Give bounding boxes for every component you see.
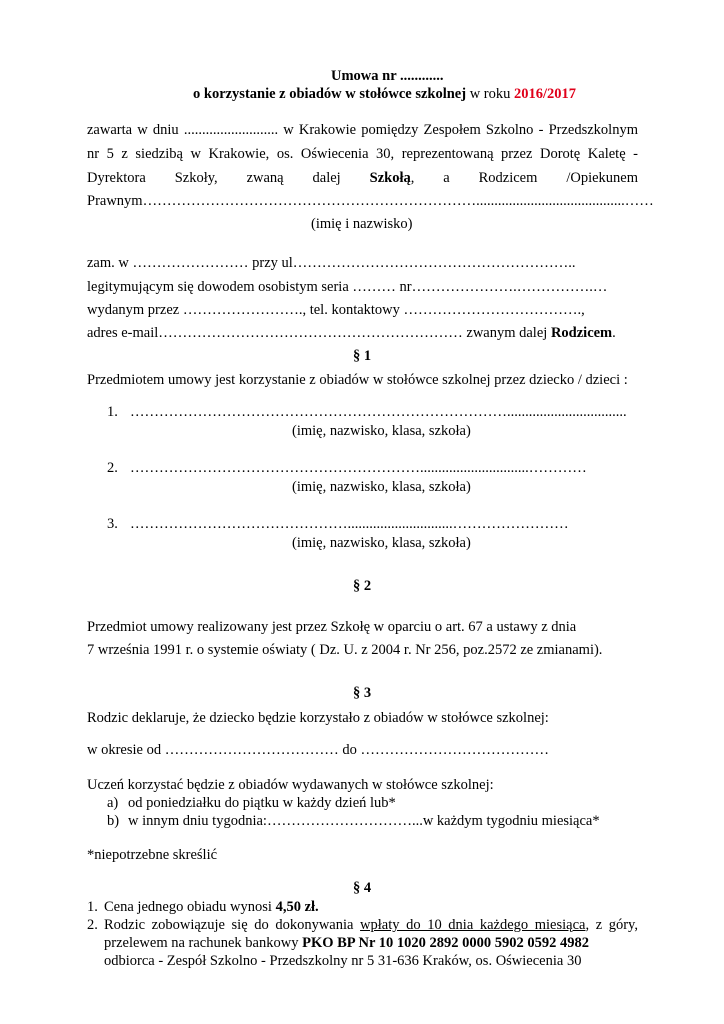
option-a-mark: a) — [107, 795, 119, 811]
child-1-dots: ……………………………………………………………………................................. — [130, 404, 627, 420]
option-a: od poniedziałku do piątku w każdy dzień lub* — [128, 795, 396, 811]
point-1-number: 1. — [87, 899, 98, 915]
intro-line-3a: Dyrektora Szkoły, zwaną dalej — [87, 170, 370, 186]
intro-line-3 — [87, 170, 638, 187]
payment-text-end: , z góry, — [585, 917, 638, 933]
email-line — [87, 325, 616, 342]
strike-note: *niepotrzebne skreślić — [87, 847, 218, 863]
child-1-number: 1. — [107, 404, 118, 420]
intro-line-3c: , a Rodzicem /Opiekunem — [410, 170, 638, 186]
bank-transfer-label: przelewem na rachunek bankowy — [104, 935, 303, 951]
point-2-line-1 — [104, 917, 638, 934]
email-line-c: . — [612, 325, 616, 341]
school-year: 2016/2017 — [514, 86, 577, 102]
section-3-heading: § 3 — [352, 685, 372, 701]
section-3-line-1: Rodzic deklaruje, że dziecko będzie korzystało z obiadów w stołówce szkolnej: — [87, 710, 549, 726]
intro-line-4: Prawnym…………………………………………………………….........................................…… — [87, 193, 654, 209]
child-2-dots: ……………………………………………………..............................………… — [130, 460, 587, 476]
id-line: legitymującym się dowodem osobistym seria ……… nr………………….…………….… — [87, 279, 608, 295]
option-b-mark: b) — [107, 813, 120, 829]
subtitle-mid: w roku — [466, 86, 515, 102]
section-1-heading: § 1 — [352, 348, 372, 364]
name-caption: (imię i nazwisko) — [311, 216, 413, 232]
child-2-number: 2. — [107, 460, 118, 476]
point-2-number: 2. — [87, 917, 98, 933]
section-2-line-2: 7 września 1991 r. o systemie oświaty ( Dz. U. z 2004 r. Nr 256, poz.2572 ze zmianami). — [87, 642, 603, 658]
point-1 — [104, 899, 319, 916]
period-line: w okresie od ……………………………… do ………………………………… — [87, 742, 549, 758]
payment-deadline: wpłaty do 10 dnia każdego miesiąca — [360, 917, 586, 933]
contract-title: Umowa nr ............ — [331, 68, 444, 84]
child-3-number: 3. — [107, 516, 118, 532]
subtitle-bold: o korzystanie z obiadów w stołówce szkolnej — [193, 86, 467, 102]
address-line: zam. w …………………… przy ul………………………………………………….. — [87, 255, 576, 271]
parent-term: Rodzicem — [550, 325, 613, 341]
option-b: w innym dniu tygodnia:…………………………...w każdym tygodniu miesiąca* — [128, 813, 600, 829]
contract-subtitle — [193, 86, 576, 103]
section-3-line-3: Uczeń korzystać będzie z obiadów wydawanych w stołówce szkolnej: — [87, 777, 494, 793]
intro-line-2: nr 5 z siedzibą w Krakowie, os. Oświecenia 30, reprezentowaną przez Dorotę Kaletę - — [87, 146, 638, 162]
email-line-a: adres e-mail……………………………………………………… zwanym dalej — [87, 325, 551, 341]
child-3-caption: (imię, nazwisko, klasa, szkoła) — [292, 535, 471, 551]
meal-price: 4,50 zł. — [275, 899, 319, 915]
section-1-text: Przedmiotem umowy jest korzystanie z obiadów w stołówce szkolnej przez dziecko / dzieci : — [87, 372, 628, 388]
child-3-dots: ……………………………………….............................…………………… — [130, 516, 569, 532]
bank-account: PKO BP Nr 10 1020 2892 0000 5902 0592 4982 — [302, 935, 590, 951]
intro-line-1: zawarta w dniu .......................... w Krakowie pomiędzy Zespołem Szkolno - Przedszkolnym — [87, 122, 638, 138]
payment-text: Rodzic zobowiązuje się do dokonywania — [104, 917, 361, 933]
child-2-caption: (imię, nazwisko, klasa, szkoła) — [292, 479, 471, 495]
school-term: Szkołą — [369, 170, 411, 186]
child-1-caption: (imię, nazwisko, klasa, szkoła) — [292, 423, 471, 439]
section-2-line-1: Przedmiot umowy realizowany jest przez Szkołę w oparciu o art. 67 a ustawy z dnia — [87, 619, 577, 635]
issued-line: wydanym przez ……………………., tel. kontaktowy ………………………………., — [87, 302, 585, 318]
recipient-line: odbiorca - Zespół Szkolno - Przedszkolny nr 5 31-636 Kraków, os. Oświecenia 30 — [104, 953, 582, 969]
section-4-heading: § 4 — [352, 880, 372, 896]
price-label: Cena jednego obiadu wynosi — [104, 899, 276, 915]
section-2-heading: § 2 — [352, 578, 372, 594]
point-2-line-2 — [104, 935, 589, 952]
